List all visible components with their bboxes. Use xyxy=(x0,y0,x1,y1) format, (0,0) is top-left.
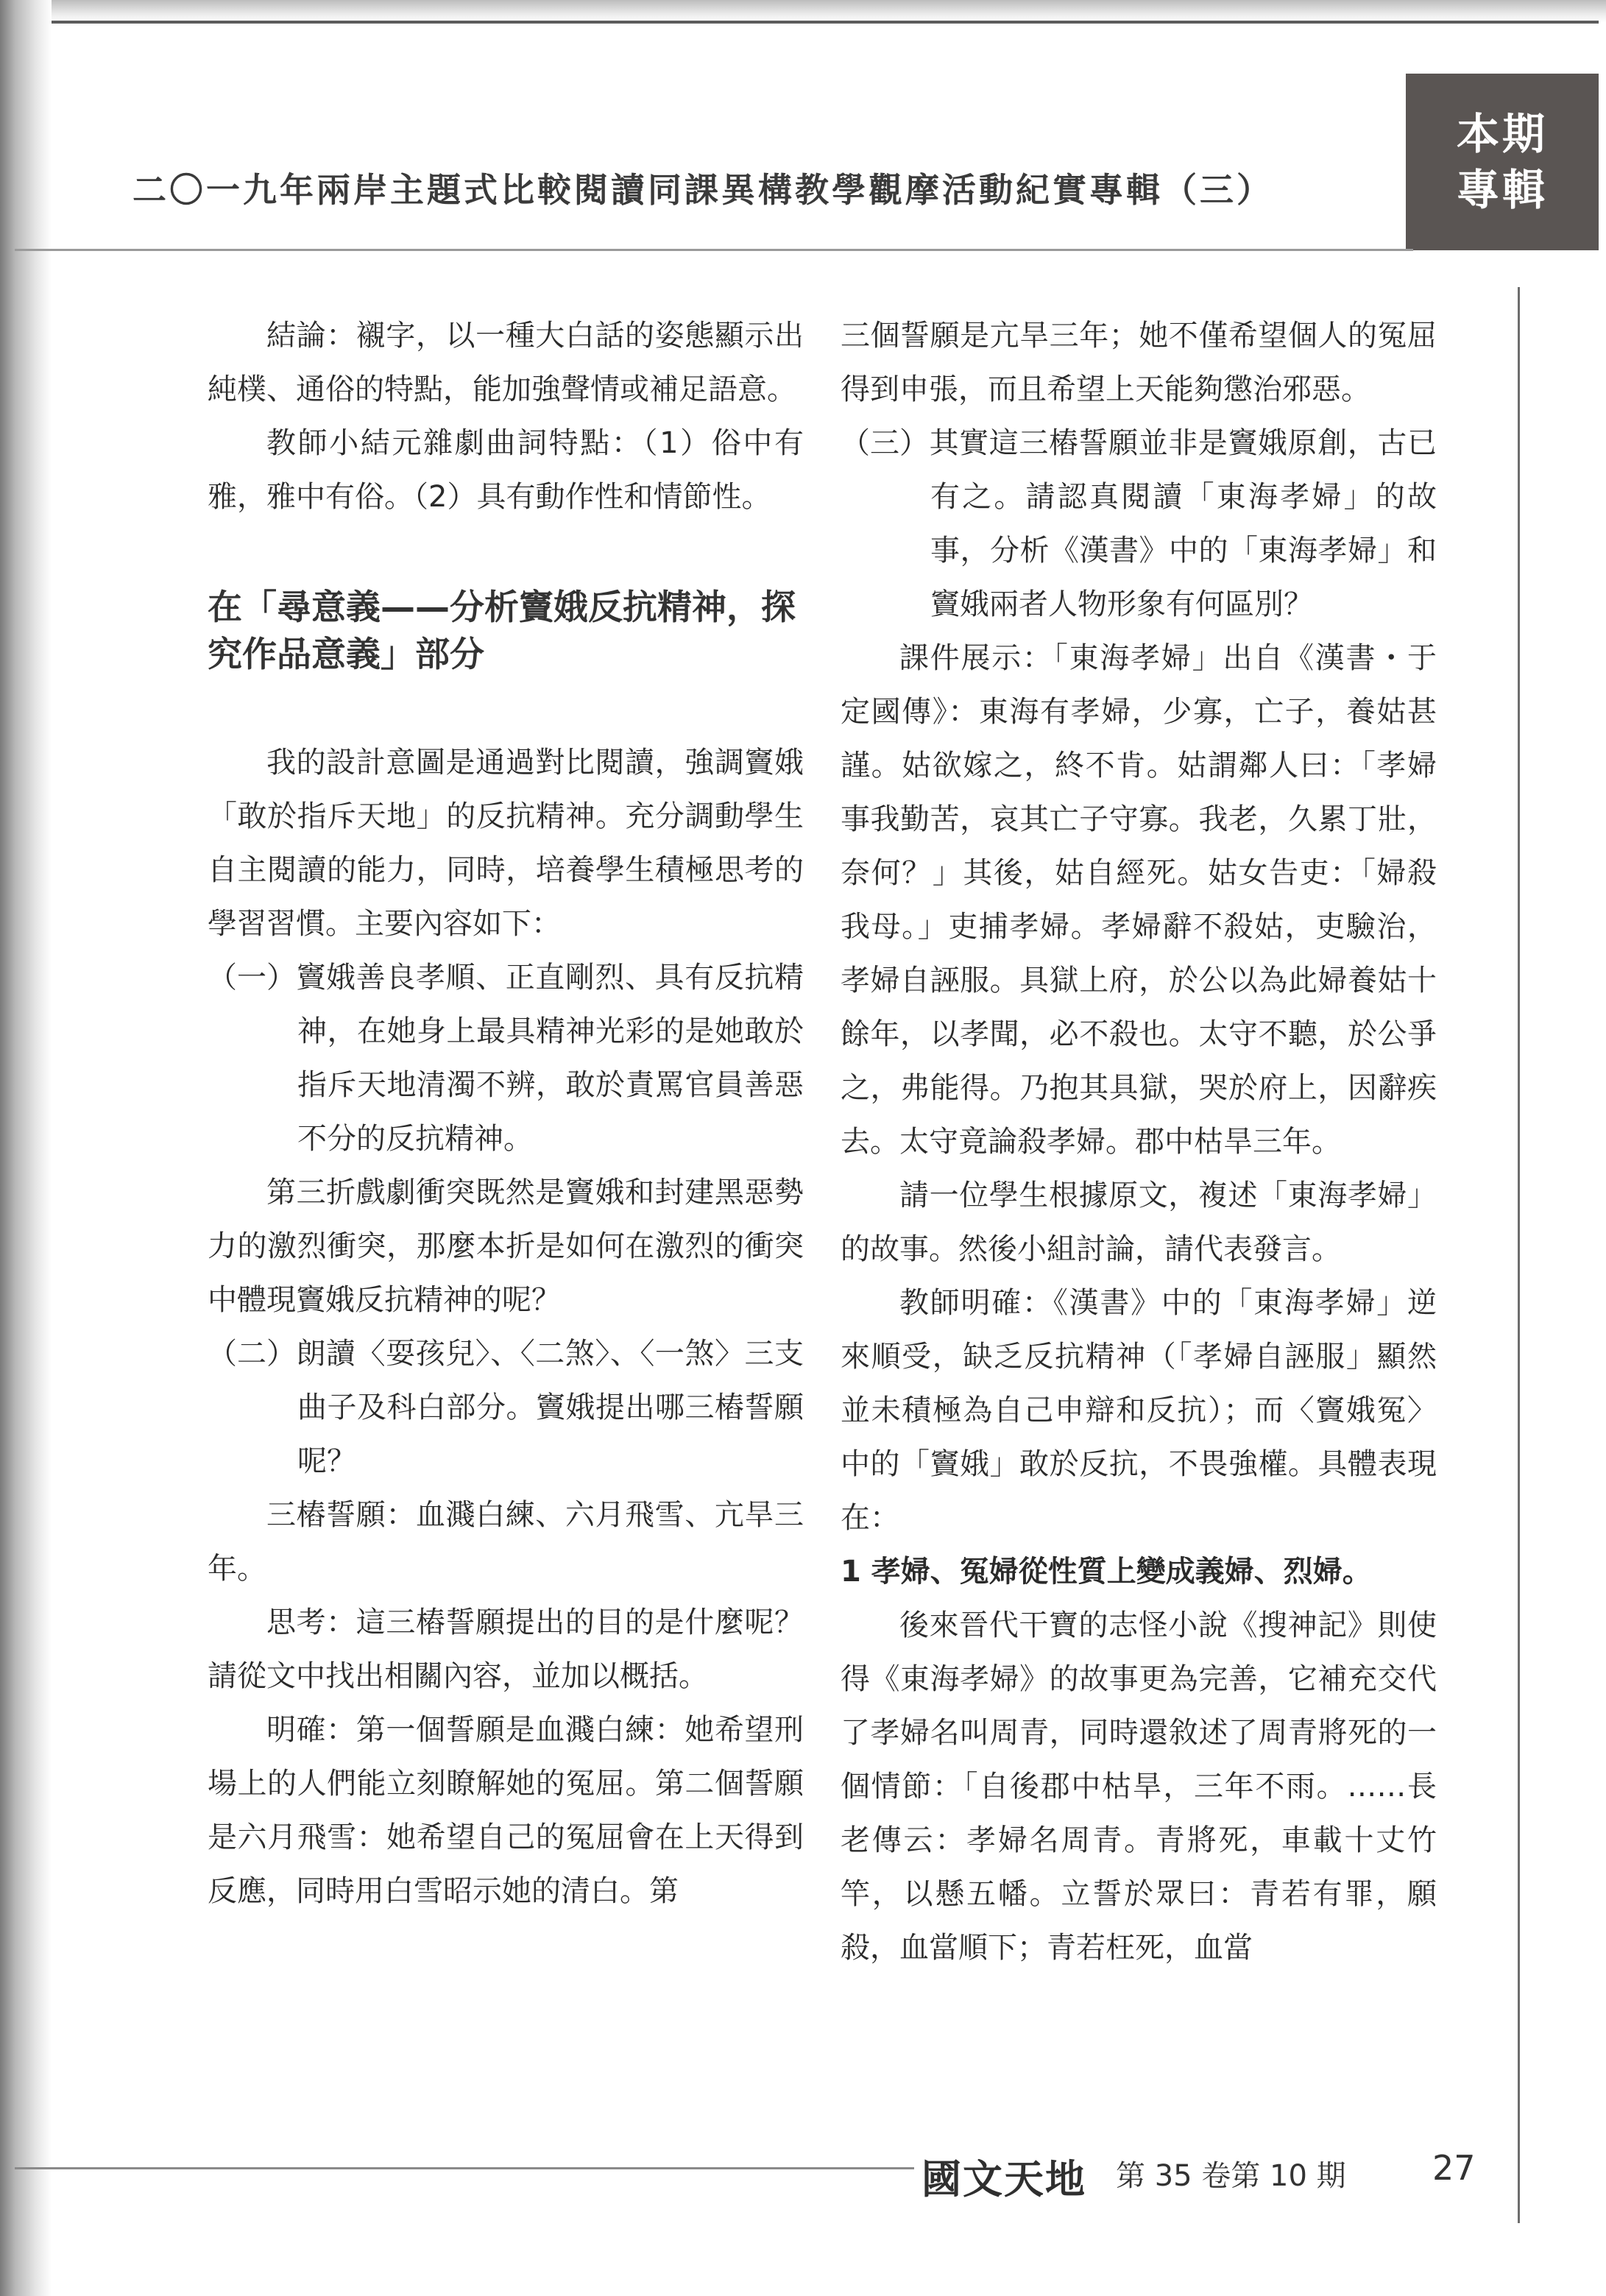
paragraph: 三個誓願是亢旱三年；她不僅希望個人的冤屈得到申張，而且希望上天能夠懲治邪惡。 xyxy=(841,319,1437,406)
paragraph: 第三折戲劇衝突既然是竇娥和封建黑惡勢力的激烈衝突，那麼本折是如何在激烈的衝突中體現竇娥反抗精神的呢？ xyxy=(208,1176,804,1317)
paragraph: 結論：襯字，以一種大白話的姿態顯示出純樸、通俗的特點，能加強聲情或補足語意。 xyxy=(208,319,804,406)
paragraph: 後來晉代干寶的志怪小說《搜神記》則使得《東海孝婦》的故事更為完善，它補充交代了孝婦名叫周青，同時還敘述了周青將死的一個情節：「自後郡中枯旱，三年不雨。……長老傳云：孝婦名周青。青將死，車載十丈竹竿，以懸五幡。立誓於眾曰：青若有罪，願殺，血當順下；青若枉死，血當 xyxy=(841,1608,1437,1965)
item-text: 朗讀〈耍孩兒〉、〈二煞〉、〈一煞〉三支曲子及科白部分。竇娥提出哪三樁誓願呢？ xyxy=(296,1337,804,1478)
scan-edge-top xyxy=(0,0,1606,22)
issue-label: 第 35 卷第 10 期 xyxy=(1116,2159,1346,2193)
right-margin-rule xyxy=(1518,287,1520,2223)
header-rule xyxy=(15,249,1413,251)
footer-rule xyxy=(15,2167,914,2169)
top-rule xyxy=(52,21,1599,24)
numbered-item xyxy=(208,1327,804,1488)
item-number: （一） xyxy=(208,961,296,995)
badge-line-1: 本期 xyxy=(1456,109,1548,159)
scan-edge-left xyxy=(0,0,52,2296)
page-number: 27 xyxy=(1432,2148,1476,2188)
badge-line-2: 專輯 xyxy=(1456,165,1548,215)
paragraph: 三樁誓願：血濺白練、六月飛雪、亢旱三年。 xyxy=(208,1498,804,1586)
item-text: 竇娥善良孝順、正直剛烈、具有反抗精神，在她身上最具精神光彩的是她敢於指斥天地清濁不辨，敢於責罵官員善惡不分的反抗精神。 xyxy=(296,961,804,1156)
paragraph: 教師小結元雜劇曲詞特點：（1）俗中有雅，雅中有俗。（2）具有動作性和情節性。 xyxy=(208,426,804,514)
numbered-item xyxy=(208,951,804,1166)
issue-feature-badge xyxy=(1406,74,1599,250)
point-heading: 1 孝婦、冤婦從性質上變成義婦、烈婦。 xyxy=(841,1555,1372,1589)
section-heading: 在「尋意義——分析竇娥反抗精神，探究作品意義」部分 xyxy=(208,587,796,675)
numbered-item xyxy=(841,417,1437,632)
right-column xyxy=(841,309,1437,1975)
item-text: 其實這三樁誓願並非是竇娥原創，古已有之。請認真閱讀「東海孝婦」的故事，分析《漢書》中的「東海孝婦」和竇娥兩者人物形象有何區別？ xyxy=(929,426,1437,621)
paragraph: 我的設計意圖是通過對比閱讀，強調竇娥「敢於指斥天地」的反抗精神。充分調動學生自主閱讀的能力，同時，培養學生積極思考的學習習慣。主要內容如下： xyxy=(208,746,804,941)
item-number: （二） xyxy=(208,1337,296,1371)
paragraph: 教師明確：《漢書》中的「東海孝婦」逆來順受，缺乏反抗精神（「孝婦自誣服」顯然並未積極為自己申辯和反抗）；而〈竇娥冤〉中的「竇娥」敢於反抗，不畏強權。具體表現在： xyxy=(841,1286,1437,1535)
magazine-logo: 國文天地 xyxy=(921,2155,1086,2203)
paragraph: 請一位學生根據原文，複述「東海孝婦」的故事。然後小組討論，請代表發言。 xyxy=(841,1179,1437,1266)
header-title: 二〇一九年兩岸主題式比較閱讀同課異構教學觀摩活動紀實專輯（三） xyxy=(132,170,1273,210)
paragraph: 課件展示：「東海孝婦」出自《漢書・于定國傳》：東海有孝婦，少寡，亡子，養姑甚謹。姑欲嫁之，終不肯。姑謂鄰人曰：「孝婦事我勤苦，哀其亡子守寡。我老，久累丁壯，奈何？」其後，姑自經死。姑女告吏：「婦殺我母。」吏捕孝婦。孝婦辭不殺姑，吏驗治，孝婦自誣服。具獄上府，於公以為此婦養姑十餘年，以孝聞，必不殺也。太守不聽，於公爭之，弗能得。乃抱其具獄，哭於府上，因辭疾去。太守竟論殺孝婦。郡中枯旱三年。 xyxy=(841,641,1437,1159)
paragraph: 思考：這三樁誓願提出的目的是什麼呢？請從文中找出相關內容，並加以概括。 xyxy=(208,1606,804,1693)
item-number: （三） xyxy=(841,426,929,460)
paragraph: 明確：第一個誓願是血濺白練：她希望刑場上的人們能立刻瞭解她的冤屈。第二個誓願是六月飛雪：她希望自己的冤屈會在上天得到反應，同時用白雪昭示她的清白。第 xyxy=(208,1713,804,1908)
left-column xyxy=(208,309,804,1918)
